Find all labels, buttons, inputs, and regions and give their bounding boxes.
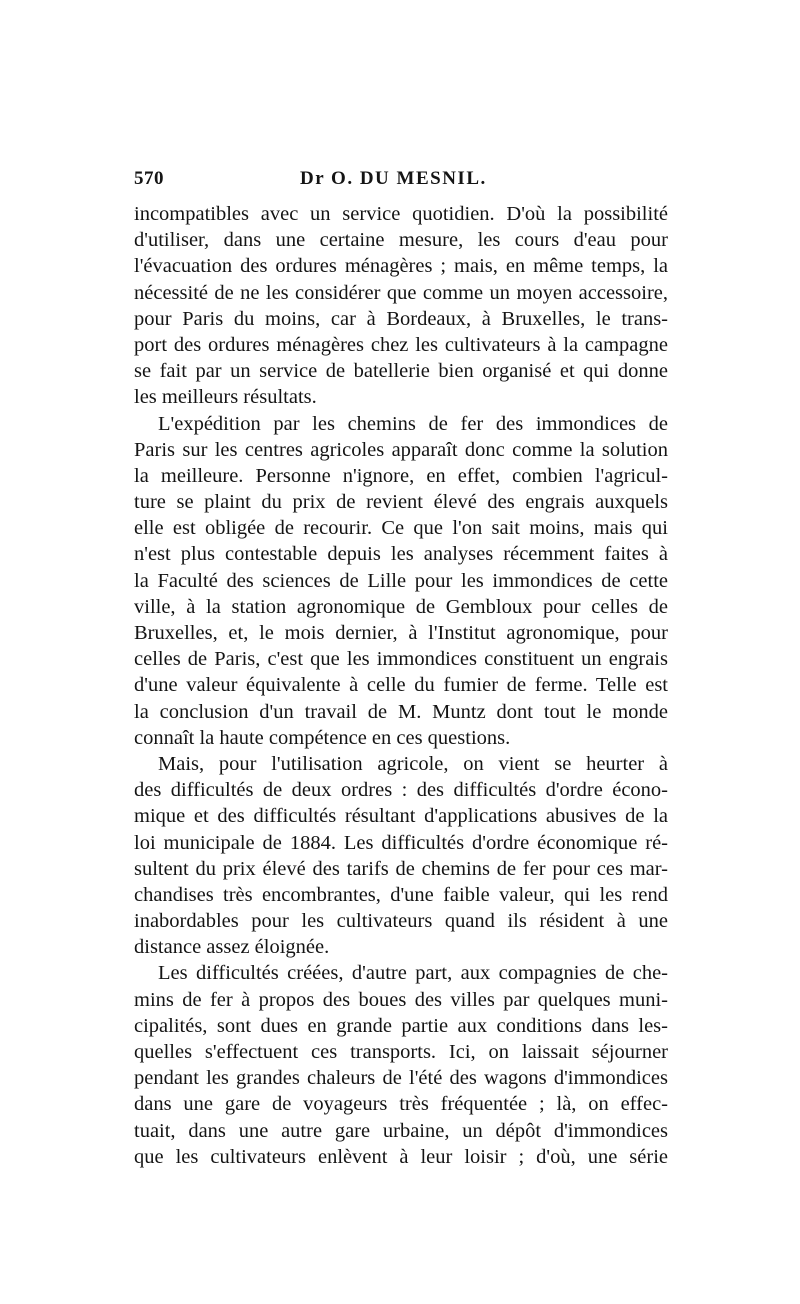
text-line: Bruxelles, et, le mois dernier, à l'Institut agronomique, pour [134,622,668,644]
body-text [134,201,668,1170]
text-line: elle est obligée de recourir. Ce que l'on sait moins, mais qui [134,517,668,540]
running-head-title: Dr O. DU MESNIL. [300,168,487,189]
text-line: d'une valeur équivalente à celle du fumier de ferme. Telle est [134,674,668,697]
text-line: mique et des difficultés résultant d'applications abusives de la [134,805,668,828]
text-line: les meilleurs résultats. [134,386,317,409]
text-line: inabordables pour les cultivateurs quand ils résident à une [134,910,668,933]
text-line: chandises très encombrantes, d'une faible valeur, qui les rend [134,883,668,906]
text-line: port des ordures ménagères chez les cultivateurs à la campagne [134,333,668,356]
text-line: dans une gare de voyageurs très fréquentée ; là, on effec- [134,1093,668,1116]
text-line: nécessité de ne les considérer que comme un moyen accessoire, [134,281,668,304]
text-line: l'évacuation des ordures ménagères ; mais, en même temps, la [134,255,668,278]
text-line: L'expédition par les chemins de fer des immondices de [158,412,668,435]
text-line: sultent du prix élevé des tarifs de chemins de fer pour ces mar- [134,857,668,880]
text-line: n'est plus contestable depuis les analyses récemment faites à [134,543,668,566]
text-line: mins de fer à propos des boues des villes par quelques muni- [134,988,668,1011]
text-line: la Faculté des sciences de Lille pour les immondices de cette [134,569,668,592]
text-line: ville, à la station agronomique de Gembloux pour celles de [134,595,668,618]
text-line: pour Paris du moins, car à Bordeaux, à Bruxelles, le trans- [134,307,668,330]
text-line: pendant les grandes chaleurs de l'été des wagons d'immondices [134,1067,668,1090]
text-line: incompatibles avec un service quotidien. D'où la possibilité [134,203,668,225]
text-line: cipalités, sont dues en grande partie aux conditions dans les- [134,1014,668,1037]
text-line: la meilleure. Personne n'ignore, en effet, combien l'agricul- [134,464,668,487]
text-line: d'utiliser, dans une certaine mesure, les cours d'eau pour [134,229,668,252]
running-head [134,168,668,198]
text-line: Paris sur les centres agricoles apparaît donc comme la solution [134,438,668,461]
text-line: des difficultés de deux ordres : des difficultés d'ordre écono- [134,779,668,802]
text-line: connaît la haute compétence en ces questions. [134,726,511,749]
text-line: ture se plaint du prix de revient élevé des engrais auxquels [134,491,668,514]
text-line: loi municipale de 1884. Les difficultés d'ordre économique ré- [134,831,668,854]
text-line: Mais, pour l'utilisation agricole, on vient se heurter à [158,752,668,775]
text-line: la conclusion d'un travail de M. Muntz dont tout le monde [134,700,668,723]
text-line: tuait, dans une autre gare urbaine, un dépôt d'immondices [134,1119,668,1142]
page-number: 570 [134,168,164,189]
text-line: Les difficultés créées, d'autre part, aux compagnies de che- [158,962,668,985]
text-line: que les cultivateurs enlèvent à leur loisir ; d'où, une série [134,1145,668,1168]
text-line: celles de Paris, c'est que les immondices constituent un engrais [134,648,668,671]
text-line: se fait par un service de batellerie bien organisé et qui donne [134,360,668,383]
text-line: distance assez éloignée. [134,936,330,959]
text-line: quelles s'effectuent ces transports. Ici, on laissait séjourner [134,1041,668,1063]
